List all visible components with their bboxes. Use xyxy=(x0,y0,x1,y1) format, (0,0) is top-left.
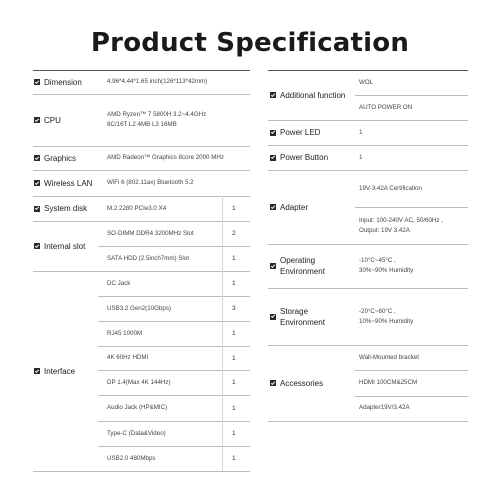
spec-value-text: 1 xyxy=(359,128,363,136)
spec-value xyxy=(107,94,206,146)
spec-value xyxy=(359,345,419,370)
spec-value xyxy=(359,70,373,95)
spec-label-text: CPU xyxy=(44,115,61,125)
spec-value xyxy=(107,146,224,170)
spec-value xyxy=(107,446,156,471)
spec-value-text: USB2.0 480Mbps xyxy=(107,454,156,462)
spec-label-text: Adapter xyxy=(280,202,309,212)
spec-value-text: 19V-3.42A Certification xyxy=(359,184,422,192)
spec-quantity-text: 2 xyxy=(232,230,236,237)
spec-value-text: 1 xyxy=(359,153,363,161)
spec-label xyxy=(270,288,325,345)
spec-value xyxy=(107,70,207,94)
spec-label xyxy=(34,170,92,196)
spec-value-text: Wall-Mounted bracket xyxy=(359,353,419,361)
spec-quantity-text: 1 xyxy=(232,205,236,212)
spec-value-text: SATA HDD (2.5inch7mm) Slot xyxy=(107,254,189,262)
row-divider xyxy=(33,471,250,472)
spec-value xyxy=(107,271,130,296)
spec-value xyxy=(107,221,194,246)
checkbox-icon xyxy=(34,117,40,123)
spec-value-text: Audio Jack (HP&MIC) xyxy=(107,404,168,411)
spec-value-text: 4K 60Hz HDMI xyxy=(107,354,149,361)
spec-value-text: AMD Ryzen™ 7 5800H 3.2~4.4GHz 8C/16T L2 4MB L3 16MB xyxy=(107,111,207,128)
spec-value xyxy=(359,170,422,207)
spec-value-text: SO-DIMM DDR4 3200MHz Slot xyxy=(107,229,194,237)
spec-value xyxy=(359,95,412,120)
spec-value-text: Input: 100-240V AC, 50/60Hz , Output: 19V 3.42A xyxy=(359,216,443,234)
spec-quantity xyxy=(232,395,236,421)
spec-value xyxy=(107,296,171,321)
spec-value-text: DP 1.4(Max 4K 144Hz) xyxy=(107,378,171,386)
checkbox-icon xyxy=(34,368,40,374)
checkbox-icon xyxy=(270,204,276,210)
spec-label xyxy=(34,221,85,271)
checkbox-icon xyxy=(34,155,40,161)
spec-value xyxy=(107,370,171,395)
spec-label xyxy=(34,271,75,471)
spec-label xyxy=(34,146,76,170)
spec-label-text: Interface xyxy=(44,366,76,376)
spec-value-text: RJ45 1000M xyxy=(107,329,143,337)
spec-quantity xyxy=(232,321,236,346)
spec-value xyxy=(107,395,167,421)
spec-label xyxy=(34,94,61,146)
spec-value-text: AUTO POWER ON xyxy=(359,103,413,111)
column-divider xyxy=(222,196,223,471)
row-divider xyxy=(268,421,468,422)
spec-value-text: USB3.2 Gen2(10Gbps) xyxy=(107,304,171,312)
spec-value xyxy=(107,246,189,271)
spec-value-text: DC Jack xyxy=(107,279,131,287)
spec-label xyxy=(270,244,325,288)
spec-quantity xyxy=(232,346,236,370)
spec-value xyxy=(359,120,362,145)
spec-value-text: Adapter19V/3.42A xyxy=(359,404,410,412)
spec-value xyxy=(107,346,148,370)
spec-quantity-text: 1 xyxy=(232,280,236,287)
spec-quantity xyxy=(232,421,236,446)
checkbox-icon xyxy=(270,263,276,269)
spec-label xyxy=(270,345,323,421)
spec-label-text: Internal slot xyxy=(44,241,86,251)
checkbox-icon xyxy=(270,380,276,386)
spec-quantity xyxy=(232,446,236,471)
spec-label-text: Additional function xyxy=(280,90,346,100)
spec-label-text: System disk xyxy=(44,204,88,213)
checkbox-icon xyxy=(34,79,40,85)
checkbox-icon xyxy=(34,206,40,212)
spec-label-text: Accessories xyxy=(280,378,324,388)
spec-value xyxy=(107,196,166,221)
spec-value-text: AMD Radeon™ Graphics 8core 2000 MHz xyxy=(107,154,224,161)
spec-label-text: Operating Environment xyxy=(280,256,325,276)
spec-quantity xyxy=(232,296,236,321)
checkbox-icon xyxy=(270,314,276,320)
spec-quantity xyxy=(232,370,236,395)
spec-quantity xyxy=(232,221,236,246)
spec-label xyxy=(270,120,320,145)
checkbox-icon xyxy=(270,155,276,161)
spec-quantity-text: 3 xyxy=(232,305,236,312)
spec-value xyxy=(359,288,413,345)
spec-value xyxy=(359,145,362,170)
spec-label xyxy=(270,170,308,244)
spec-label xyxy=(270,70,345,120)
spec-label-text: Wireless LAN xyxy=(44,178,93,188)
spec-quantity-text: 1 xyxy=(232,404,236,412)
spec-label-text: Power Button xyxy=(280,153,329,162)
spec-value xyxy=(107,170,194,196)
spec-quantity xyxy=(232,246,236,271)
spec-quantity-text: 1 xyxy=(232,379,236,386)
spec-value-text: Type-C (Data&Video) xyxy=(107,429,166,437)
page-title: Product Specification xyxy=(90,28,410,58)
spec-quantity xyxy=(232,271,236,296)
spec-value-text: M.2 2280 PCIe3.0 X4 xyxy=(107,204,167,212)
spec-value-text: HDMI 100CM&25CM xyxy=(359,378,418,386)
checkbox-icon xyxy=(270,130,276,136)
spec-quantity-text: 1 xyxy=(232,430,236,437)
spec-quantity-text: 1 xyxy=(232,255,236,262)
spec-quantity-text: 1 xyxy=(232,330,236,337)
spec-value xyxy=(359,207,443,244)
spec-label xyxy=(270,145,328,170)
spec-quantity-text: 1 xyxy=(232,354,236,362)
spec-value xyxy=(107,321,142,346)
spec-label xyxy=(34,196,87,221)
spec-label xyxy=(34,70,82,94)
spec-quantity xyxy=(232,196,236,221)
spec-value xyxy=(107,421,166,446)
spec-value-text: WiFi 6 (802.11ax) Bluetooth 5.2 xyxy=(107,179,194,186)
spec-label-text: Dimension xyxy=(44,77,82,87)
spec-quantity-text: 1 xyxy=(232,455,236,462)
checkbox-icon xyxy=(34,180,40,186)
spec-value xyxy=(359,396,410,421)
spec-value xyxy=(359,370,417,395)
spec-label-text: Storage Environment xyxy=(280,306,325,327)
spec-value-text: 4.96*4.44*1.65 inch(126*113*42mm) xyxy=(107,78,208,85)
spec-value-text: -20°C~60°C , 10%~90% Humidity xyxy=(359,307,414,325)
spec-value-text: WOL xyxy=(359,78,374,86)
checkbox-icon xyxy=(34,243,40,249)
spec-value-text: -10°C~45°C , 30%~90% Humidity xyxy=(359,257,414,274)
checkbox-icon xyxy=(270,92,276,98)
spec-value xyxy=(359,244,413,288)
spec-label-text: Graphics xyxy=(44,153,77,163)
spec-label-text: Power LED xyxy=(280,128,321,137)
